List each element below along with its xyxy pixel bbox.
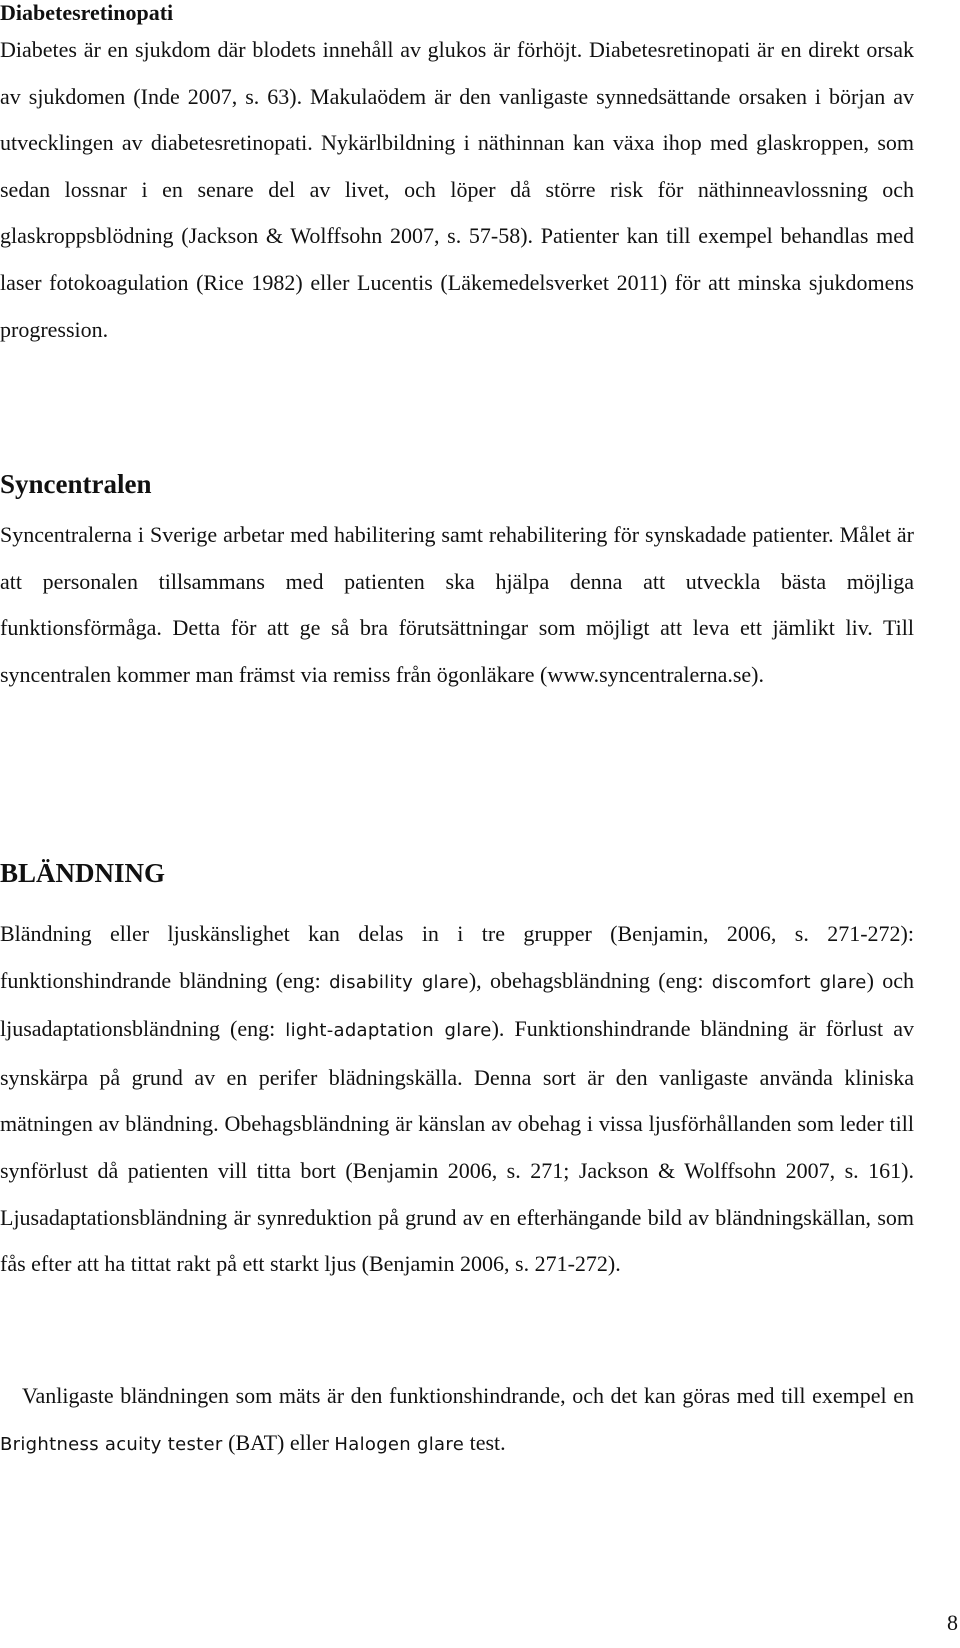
term-brightness-acuity-tester: Brightness acuity tester bbox=[0, 1433, 223, 1455]
section-blandning-body bbox=[0, 911, 914, 1288]
page-number: 8 bbox=[947, 1610, 958, 1635]
text-run: test. bbox=[464, 1429, 506, 1455]
term-discomfort-glare: discomfort glare bbox=[711, 971, 867, 993]
text-run: ) och ljusadaptationsbländning (eng: bbox=[0, 967, 915, 1042]
text-run: Bländning eller ljuskänslighet kan delas in i tre grupper (Benjamin, 2006, s. 271-272): funktionshindrande bländning (eng: bbox=[0, 921, 914, 993]
text-run: (BAT) eller bbox=[222, 1429, 335, 1455]
paragraph: Diabetes är en sjukdom där blodets innehåll av glukos är förhöjt. Diabetesretinopati är en direkt orsak av sjukdomen (Inde 2007, s. 63). Makulaödem är den vanligaste synnedsättande orsaken i början av utvecklingen av diabetesretinopati. Nykärlbildning i näthinnan kan växa ihop med glaskroppen, som sedan lossnar i en senare del av livet, och löper då större risk för näthinneavlossning och glaskroppsblödning (Jackson & Wolffsohn 2007, s. 57-58). Patienter kan till exempel behandlas med laser fotokoagulation (Rice 1982) eller Lucentis (Läkemedelsverket 2011) för att minska sjukdomens progression. bbox=[0, 37, 914, 342]
section-syncentralen bbox=[0, 468, 914, 500]
term-light-adaptation-glare: light-adaptation glare bbox=[285, 1020, 492, 1042]
section-diabetesretinopati-body bbox=[0, 27, 914, 353]
text-run: ). Funktionshindrande bländning är förlust av synskärpa på grund av en perifer blädningskälla. Denna sort är den vanligaste använda kliniska mätningen av bländning. Obehagsbländning är känslan av obehag i vissa ljusförhållanden som leder till synförlust då patienten vill titta bort (Benjamin 2006, s. 271; Jackson & Wolffsohn 2007, s. 161). Ljusadaptationsbländning är synreduktion på grund av en efterhängande bild av bländningskällan, som fås efter att ha tittat rakt på ett starkt ljus (Benjamin 2006, s. 271-272). bbox=[0, 1016, 914, 1277]
section-syncentralen-body bbox=[0, 512, 914, 698]
term-disability-glare: disability glare bbox=[329, 971, 469, 993]
section-blandning bbox=[0, 857, 914, 889]
text-run: ), obehagsbländning (eng: bbox=[468, 967, 712, 993]
section-blandning-body-2 bbox=[0, 1373, 914, 1468]
paragraph bbox=[0, 1373, 914, 1468]
paragraph: Syncentralerna i Sverige arbetar med habilitering samt rehabilitering för synskadade patienter. Målet är att personalen tillsammans med patienten ska hjälpa denna att utveckla bästa möjliga funktionsförmåga. Detta för att ge så bra förutsättningar som möjligt att leva ett jämlikt liv. Till syncentralen kommer man främst via remiss från ögonläkare (www.syncentralerna.se). bbox=[0, 522, 914, 687]
paragraph bbox=[0, 911, 914, 1288]
section-diabetesretinopati bbox=[0, 0, 914, 26]
section-heading: Diabetesretinopati bbox=[0, 0, 174, 25]
text-run: Vanligaste bländningen som mäts är den funktionshindrande, och det kan göras med till exempel en bbox=[22, 1383, 914, 1408]
section-heading: BLÄNDNING bbox=[0, 858, 166, 888]
section-heading: Syncentralen bbox=[0, 469, 152, 499]
term-halogen-glare: Halogen glare bbox=[334, 1433, 465, 1455]
